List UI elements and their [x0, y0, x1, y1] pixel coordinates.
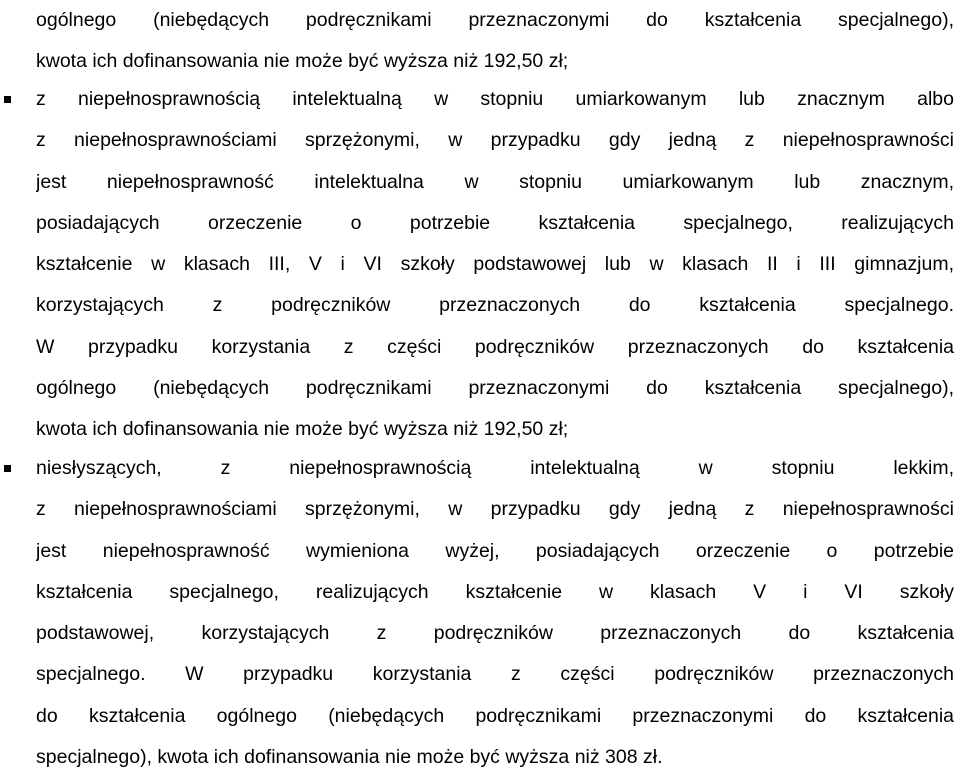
text-line: jest niepełnosprawność intelektualna w stopniu umiarkowanym lub znacznym, — [36, 170, 954, 193]
continuation-paragraph — [36, 0, 954, 83]
text-line: do kształcenia ogólnego (niebędących podręcznikami przeznaczonymi do kształcenia — [36, 704, 954, 727]
text-line: podstawowej, korzystających z podręczników przeznaczonych do kształcenia — [36, 622, 954, 645]
bullet-item-2 — [36, 448, 954, 778]
text-line: kształcenie w klasach III, V i VI szkoły podstawowej lub w klasach II i III gimnazjum, — [36, 253, 954, 276]
text-line: specjalnego), kwota ich dofinansowania nie może być wyższa niż 308 zł. — [36, 746, 663, 769]
text-line: ogólnego (niebędących podręcznikami przeznaczonymi do kształcenia specjalnego), — [36, 377, 954, 400]
text-line: z niepełnosprawnością intelektualną w stopniu umiarkowanym lub znacznym albo — [36, 88, 954, 110]
text-line: z niepełnosprawnościami sprzężonymi, w przypadku gdy jedną z niepełnosprawności — [36, 129, 954, 152]
text-line: ogólnego (niebędących podręcznikami przeznaczonymi do kształcenia specjalnego), — [36, 9, 954, 31]
text-line: specjalnego. W przypadku korzystania z części podręczników przeznaczonych — [36, 663, 954, 686]
bullet-item-1 — [36, 79, 954, 451]
text-line: z niepełnosprawnościami sprzężonymi, w przypadku gdy jedną z niepełnosprawności — [36, 498, 954, 521]
text-line: kwota ich dofinansowania nie może być wyższa niż 192,50 zł; — [36, 418, 569, 441]
text-line: jest niepełnosprawność wymieniona wyżej, posiadających orzeczenie o potrzebie — [36, 539, 954, 562]
square-bullet-icon — [4, 465, 11, 472]
text-line: kwota ich dofinansowania nie może być wyższa niż 192,50 zł; — [36, 50, 569, 73]
text-line: kształcenia specjalnego, realizujących kształcenie w klasach V i VI szkoły — [36, 580, 954, 603]
text-line: korzystających z podręczników przeznaczonych do kształcenia specjalnego. — [36, 294, 954, 317]
text-line: posiadających orzeczenie o potrzebie kształcenia specjalnego, realizujących — [36, 211, 954, 234]
text-line: niesłyszących, z niepełnosprawnością intelektualną w stopniu lekkim, — [36, 457, 954, 479]
text-line: W przypadku korzystania z części podręczników przeznaczonych do kształcenia — [36, 335, 954, 358]
square-bullet-icon — [4, 96, 11, 103]
